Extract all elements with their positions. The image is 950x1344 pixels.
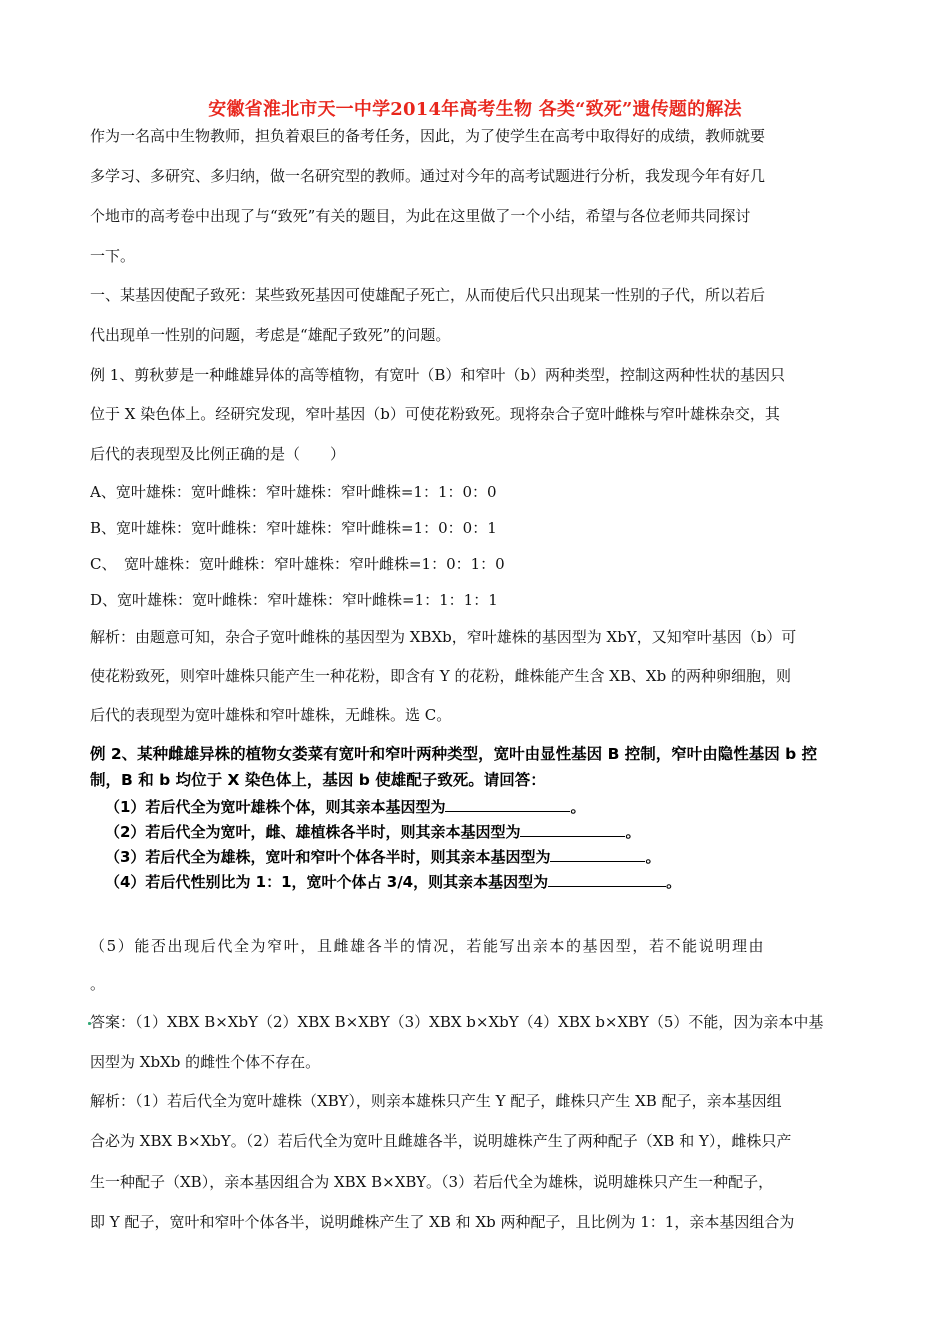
example2-question bbox=[105, 797, 895, 817]
question5-text: （5）能否出现后代全为窄叶，且雌雄各半的情况，若能写出亲本的基因型，若不能说明理由 bbox=[90, 937, 766, 955]
intro-line: 多学习、多研究、多归纳，做一名研究型的教师。通过对今年的高考试题进行分析，我发现今年有好几 bbox=[90, 167, 766, 185]
answer-text: 因型为 XbXb 的雌性个体不存在。 bbox=[90, 1053, 321, 1071]
analysis-text: 使花粉致死，则窄叶雄株只能产生一种花粉，即含有 Y 的花粉，雌株能产生含 XB、Xb 的两种卵细胞，则 bbox=[90, 667, 791, 685]
question-text: （1）若后代全为宽叶雄株个体，则其亲本基因型为 bbox=[105, 798, 446, 816]
answer-text: 答案：（1）XBX B×XbY（2）XBX B×XBY（3）XBX b×XbY（4）XBX b×XBY（5）不能，因为亲本中基 bbox=[90, 1013, 824, 1031]
option-b: B、宽叶雄株：宽叶雌株：窄叶雄株：窄叶雌株=1：0：0：1 bbox=[90, 519, 497, 537]
example2-question bbox=[105, 847, 895, 867]
question-period: 。 bbox=[666, 873, 682, 891]
example2-question bbox=[105, 822, 895, 842]
question-text: （3）若后代全为雄株，宽叶和窄叶个体各半时，则其亲本基因型为 bbox=[105, 848, 551, 866]
intro-line: 作为一名高中生物教师，担负着艰巨的备考任务，因此，为了使学生在高考中取得好的成绩，教师就要 bbox=[90, 127, 766, 145]
analysis2-text: 即 Y 配子，宽叶和窄叶个体各半，说明雌株产生了 XB 和 Xb 两种配子，且比例为 1：1，亲本基因组合为 bbox=[90, 1213, 795, 1231]
answer-blank bbox=[548, 872, 666, 887]
question-period: 。 bbox=[570, 798, 586, 816]
section-text: 代出现单一性别的问题，考虑是“雄配子致死”的问题。 bbox=[90, 326, 451, 344]
example2-text: 制，B 和 b 均位于 X 染色体上，基因 b 使雄配子致死。请回答： bbox=[90, 771, 546, 789]
example1-text: 位于 X 染色体上。经研究发现，窄叶基因（b）可使花粉致死。现将杂合子宽叶雌株与窄叶雄株杂交，其 bbox=[90, 405, 780, 423]
option-a: A、宽叶雄株：宽叶雌株：窄叶雄株：窄叶雌株=1：1：0：0 bbox=[90, 483, 497, 501]
example1-text: 后代的表现型及比例正确的是（ ） bbox=[90, 445, 346, 463]
example2-text: 例 2、某种雌雄异株的植物女娄菜有宽叶和窄叶两种类型，宽叶由显性基因 B 控制，窄叶由隐性基因 b 控 bbox=[90, 745, 818, 763]
answer-blank bbox=[520, 822, 625, 837]
section-heading: 一、某基因使配子致死：某些致死基因可使雄配子死亡，从而使后代只出现某一性别的子代，所以若后 bbox=[90, 286, 766, 304]
example1-text: 例 1、剪秋萝是一种雌雄异体的高等植物，有宽叶（B）和窄叶（b）两种类型，控制这两种性状的基因只 bbox=[90, 366, 785, 384]
intro-line: 一下。 bbox=[90, 247, 136, 265]
question-text: （4）若后代性别比为 1：1，宽叶个体占 3/4，则其亲本基因型为 bbox=[105, 873, 549, 891]
analysis2-text: 解析：（1）若后代全为宽叶雄株（XBY），则亲本雄株只产生 Y 配子，雌株只产生 XB 配子，亲本基因组 bbox=[90, 1092, 782, 1110]
option-c: C、 宽叶雄株：宽叶雌株：窄叶雄株：窄叶雌株=1：0：1：0 bbox=[90, 555, 505, 573]
question5-end: 。 bbox=[90, 975, 106, 993]
analysis-text: 后代的表现型为宽叶雄株和窄叶雄株，无雌株。选 C。 bbox=[90, 706, 452, 724]
answer-blank bbox=[550, 847, 645, 862]
analysis2-text: 合必为 XBX B×XbY。（2）若后代全为宽叶且雌雄各半，说明雄株产生了两种配子（XB 和 Y），雌株只产 bbox=[90, 1132, 792, 1150]
question-text: （2）若后代全为宽叶，雌、雄植株各半时，则其亲本基因型为 bbox=[105, 823, 521, 841]
example2-question bbox=[105, 872, 895, 892]
analysis2-text: 生一种配子（XB），亲本基因组合为 XBX B×XBY。（3）若后代全为雄株，说明雄株只产生一种配子， bbox=[90, 1173, 774, 1191]
document-title: 安徽省淮北市天一中学2014年高考生物 各类“致死”遗传题的解法 bbox=[208, 99, 742, 120]
analysis-text: 解析：由题意可知，杂合子宽叶雌株的基因型为 XBXb，窄叶雄株的基因型为 XbY，又知窄叶基因（b）可 bbox=[90, 628, 797, 646]
answer-blank bbox=[445, 797, 570, 812]
option-d: D、宽叶雄株：宽叶雌株：窄叶雄株：窄叶雌株=1：1：1：1 bbox=[90, 591, 498, 609]
intro-line: 个地市的高考卷中出现了与“致死”有关的题目，为此在这里做了一个小结，希望与各位老师共同探讨 bbox=[90, 207, 751, 225]
question-period: 。 bbox=[645, 848, 661, 866]
question-period: 。 bbox=[625, 823, 641, 841]
